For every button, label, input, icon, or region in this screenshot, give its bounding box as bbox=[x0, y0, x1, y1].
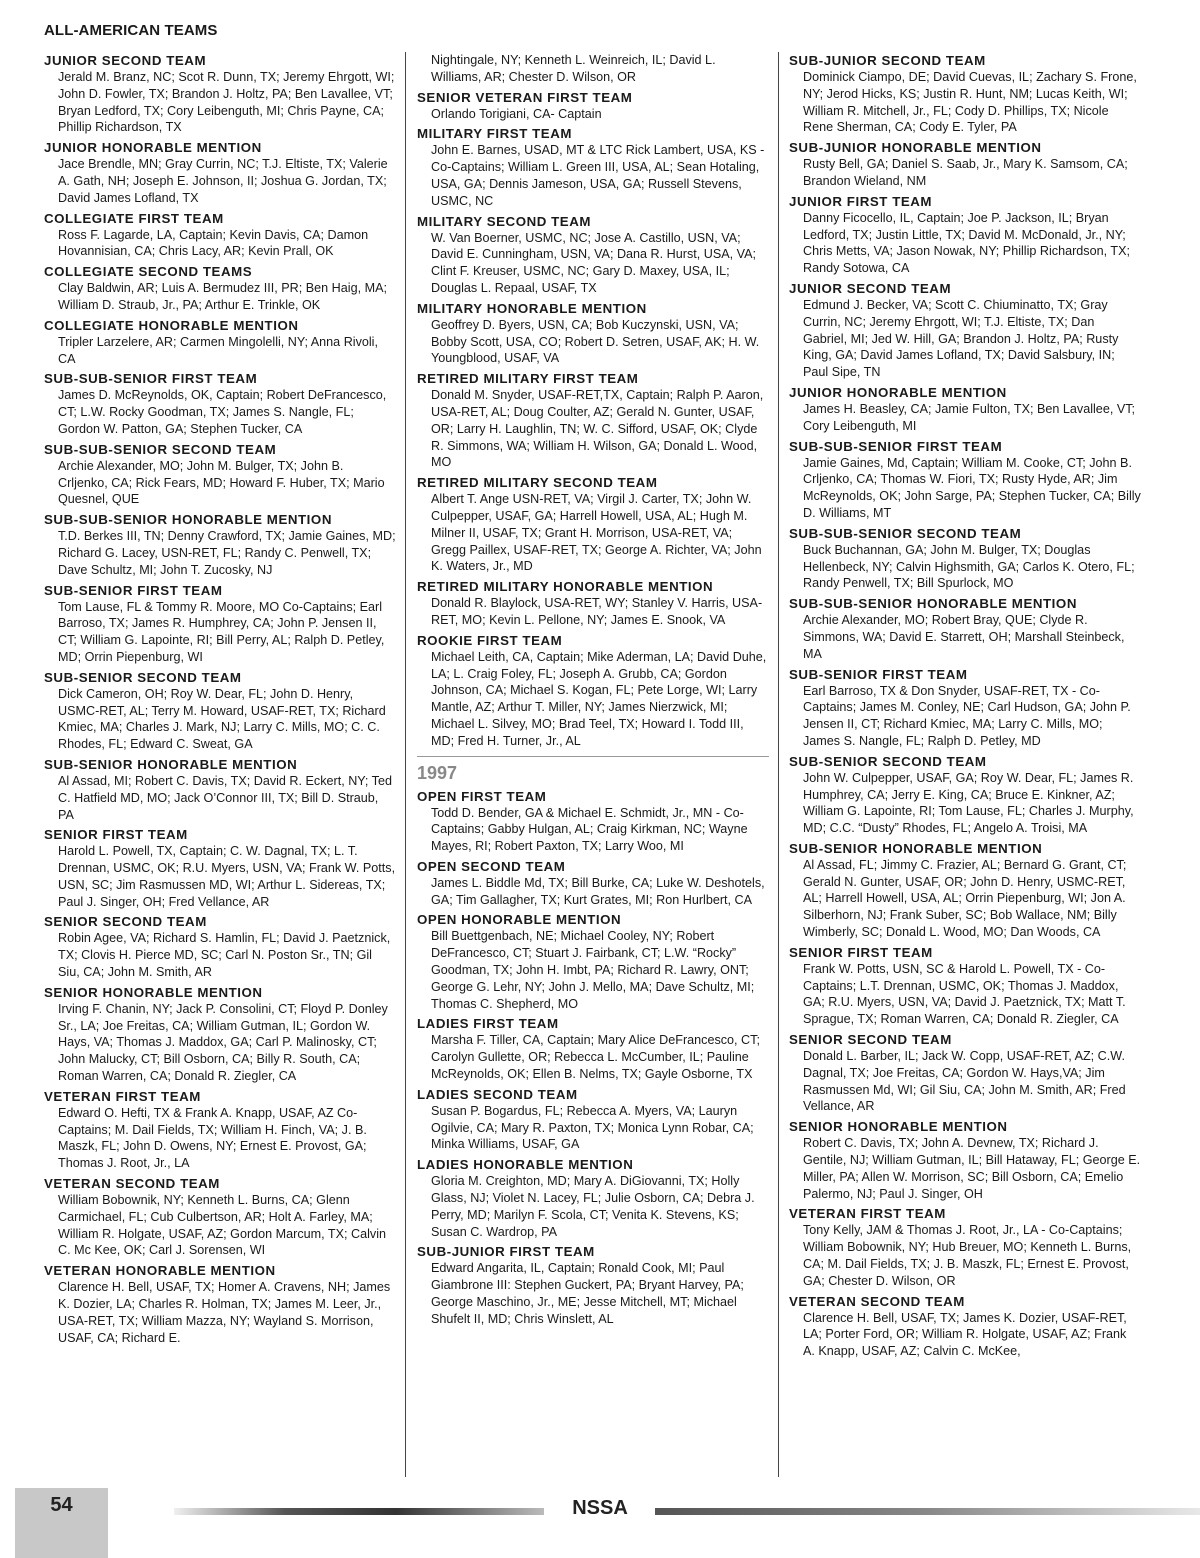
team-heading: MILITARY HONORABLE MENTION bbox=[417, 300, 647, 316]
team-section bbox=[44, 984, 396, 1085]
team-members: Al Assad, MI; Robert C. Davis, TX; David R. Eckert, NY; Ted C. Hatfield MD, MO; Jack O’Connor III, TX; Bill D. Straub, PA bbox=[58, 773, 392, 822]
team-members: Gloria M. Creighton, MD; Mary A. DiGiovanni, TX; Holly Glass, NJ; Violet N. Lacey, FL; Julie Osborn, CA; Debra J. Perry, MD; Marilyn F. Scola, CT; Venita K. Stevens, KS; Susan C. Wardrop, PA bbox=[431, 1174, 755, 1239]
brand-label: NSSA bbox=[572, 1497, 628, 1519]
team-heading: JUNIOR SECOND TEAM bbox=[789, 280, 952, 296]
team-heading: VETERAN FIRST TEAM bbox=[789, 1206, 946, 1222]
team-members: Irving F. Chanin, NY; Jack P. Consolini, CT; Floyd P. Donley Sr., LA; Joe Freitas, CA; William Gutman, IL; Gordon W. Hays, VA; Thomas J. Maddox, GA; Carl P. Malinosky, CT; John Malucky, CT; Bill Osborn, CA; Billy R. South, CA; Roman Warren, CA; Donald R. Ziegler, CA bbox=[58, 1001, 388, 1084]
page-number: 54 bbox=[50, 1494, 73, 1516]
team-heading: OPEN SECOND TEAM bbox=[417, 858, 566, 874]
team-section bbox=[44, 1175, 396, 1259]
team-section bbox=[44, 263, 396, 314]
team-heading: SENIOR VETERAN FIRST TEAM bbox=[417, 89, 633, 105]
team-section bbox=[44, 582, 396, 666]
team-members: Marsha F. Tiller, CA, Captain; Mary Alice DeFrancesco, CT; Carolyn Gullette, OR; Rebecca L. McCumber, IL; Pauline McReynolds, OK; Ellen B. Nelms, TX; Gayle Osborne, TX bbox=[431, 1033, 760, 1082]
team-heading: SUB-SENIOR HONORABLE MENTION bbox=[44, 756, 298, 772]
team-members: Danny Ficocello, IL, Captain; Joe P. Jackson, IL; Bryan Ledford, TX; Justin Little, TX; David M. McDonald, Jr., NY; Chris Metts, VA; Jason Nowak, NY; Phillip Richardson, TX; Randy Sotowa, CA bbox=[803, 210, 1130, 276]
team-section bbox=[417, 1243, 769, 1327]
team-section bbox=[789, 139, 1141, 190]
team-heading: LADIES FIRST TEAM bbox=[417, 1016, 559, 1032]
team-heading: JUNIOR HONORABLE MENTION bbox=[789, 384, 1007, 400]
team-heading: OPEN FIRST TEAM bbox=[417, 788, 547, 804]
team-members: Tony Kelly, JAM & Thomas J. Root, Jr., LA - Co-Captains; William Bobownik, NY; Hub Breuer, MO; Kenneth L. Burns, CA; M. Dail Fields, TX; J. B. Maszk, FL; Ernest E. Provost, GA; Chester D. Wilson, OR bbox=[803, 1223, 1132, 1288]
year-heading: 1997 bbox=[417, 762, 458, 783]
team-section bbox=[44, 441, 396, 508]
column-2-bottom bbox=[417, 788, 769, 1328]
year-block bbox=[417, 756, 769, 784]
team-members: Susan P. Bogardus, FL; Rebecca A. Myers, VA; Lauryn Ogilvie, CA; Mary R. Paxton, TX; Monica Lynn Robar, CA; Minka Williams, USAF, GA bbox=[431, 1103, 754, 1152]
team-heading: SENIOR HONORABLE MENTION bbox=[789, 1119, 1008, 1135]
column-1 bbox=[44, 52, 396, 1478]
team-members: Jerald M. Branz, NC; Scot R. Dunn, TX; Jeremy Ehrgott, WI; John D. Fowler, TX; Brandon J. Holtz, PA; Ben Lavallee, VT; Bryan Ledford, TX; Cory Leibenguth, MI; Chris Payne, CA; Phillip Richardson, TX bbox=[58, 70, 395, 135]
team-section bbox=[789, 438, 1141, 522]
team-heading: COLLEGIATE FIRST TEAM bbox=[44, 210, 224, 226]
team-heading: SUB-SUB-SENIOR FIRST TEAM bbox=[789, 438, 1003, 454]
team-section bbox=[44, 1088, 396, 1172]
team-section bbox=[417, 89, 769, 123]
team-members: T.D. Berkes III, TN; Denny Crawford, TX; Jamie Gaines, MD; Richard G. Lacey, USN-RET, FL; Randy C. Penwell, TX; Dave Schultz, MI; John T. Zucosky, NJ bbox=[58, 529, 396, 577]
team-section bbox=[789, 753, 1141, 837]
team-section bbox=[417, 474, 769, 575]
team-heading: JUNIOR FIRST TEAM bbox=[789, 193, 933, 209]
column-2 bbox=[417, 52, 769, 1478]
column-divider bbox=[778, 52, 779, 1477]
team-section bbox=[789, 52, 1141, 136]
team-heading: SENIOR HONORABLE MENTION bbox=[44, 984, 263, 1000]
team-members: Robert C. Davis, TX; John A. Devnew, TX; Richard J. Gentile, NJ; William Gutman, IL; Bill Hataway, FL; George E. Miller, PA; Allen W. Morrison, SC; Bill Osborn, CA; Emelio Palermo, NJ; Paul J. Singer, OH bbox=[803, 1136, 1141, 1201]
team-members: Ross F. Lagarde, LA, Captain; Kevin Davis, CA; Damon Hovannisian, CA; Chris Lacy, AR; Kevin Prall, OK bbox=[58, 227, 369, 259]
team-members: W. Van Boerner, USMC, NC; Jose A. Castillo, USN, VA; David E. Cunningham, USN, VA; Dana R. Hurst, USA, VA; Clint F. Kreuser, USMC, NC; Gary D. Maxey, USA, IL; Douglas L. Repaal, USAF, TX bbox=[431, 230, 756, 295]
team-members: Donald M. Snyder, USAF-RET,TX, Captain; Ralph P. Aaron, USA-RET, AL; Doug Coulter, AZ; Gerald N. Gunter, USAF, OR; Larry H. Laughlin, TN; W. C. Sifford, USAF, OK; Clyde R. Simmons, WA; William H. Wilson, GA; Donald L. Wood, MO bbox=[431, 388, 764, 470]
team-heading: RETIRED MILITARY HONORABLE MENTION bbox=[417, 579, 714, 595]
team-section bbox=[789, 595, 1141, 662]
team-section bbox=[417, 578, 769, 629]
team-members: Orlando Torigiani, CA- Captain bbox=[431, 106, 602, 121]
team-members: Jace Brendle, MN; Gray Currin, NC; T.J. Eltiste, TX; Valerie A. Gath, NH; Joseph E. Johnson, II; Joshua G. Jordan, TX; David James Lofland, TX bbox=[58, 157, 388, 205]
team-section bbox=[417, 1086, 769, 1153]
team-members: Archie Alexander, MO; John M. Bulger, TX; John B. Crljenko, CA; Rick Fears, MD; Howard F. Huber, TX; Mario Quesnel, QUE bbox=[58, 458, 385, 507]
team-members: Harold L. Powell, TX, Captain; C. W. Dagnal, TX; L. T. Drennan, USMC, OK; R.U. Myers, USN, VA; Frank W. Potts, USN, SC; Jim Rasmussen MD, WI; Arthur L. Sidereas, TX; Paul J. Singer, OH; Fred Vellance, AR bbox=[58, 844, 396, 909]
footer-rule-right bbox=[655, 1508, 1200, 1515]
team-heading: OPEN HONORABLE MENTION bbox=[417, 912, 622, 928]
team-heading: COLLEGIATE HONORABLE MENTION bbox=[44, 317, 299, 333]
team-members: John E. Barnes, USAD, MT & LTC Rick Lambert, USA, KS - Co-Captains; William L. Green III, USA, AL; Sean Hotaling, USA, GA; Dennis Jameson, USA, GA; Russell Stevens, USMC, NC bbox=[431, 143, 765, 208]
team-heading: JUNIOR SECOND TEAM bbox=[44, 53, 207, 68]
team-section bbox=[44, 370, 396, 437]
team-section bbox=[44, 52, 396, 136]
team-members: Al Assad, FL; Jimmy C. Frazier, AL; Bernard G. Grant, CT; Gerald N. Gunter, USAF, OR; John D. Henry, USMC-RET, AL; Harrell Howell, USA, AL; Orrin Piepenburg, WI; Jon A. Silberhorn, NJ; Frank Suber, SC; Bob Wallace, NM; Billy Wimberly, SC; Donald L. Wood, MO; Dan Woods, CA bbox=[803, 857, 1127, 940]
team-section bbox=[789, 1118, 1141, 1202]
team-heading: ROOKIE FIRST TEAM bbox=[417, 632, 563, 648]
team-section bbox=[789, 666, 1141, 750]
team-section bbox=[789, 1293, 1141, 1360]
team-section bbox=[789, 525, 1141, 592]
team-heading: SUB-SENIOR HONORABLE MENTION bbox=[789, 840, 1043, 856]
team-section bbox=[44, 669, 396, 753]
team-section bbox=[789, 384, 1141, 435]
column-2-top bbox=[417, 52, 769, 750]
team-members: Bill Buettgenbach, NE; Michael Cooley, NY; Robert DeFrancesco, CT; Stuart J. Fairbank, CT; L.W. “Rocky” Goodman, TX; John H. Imbt, PA; Richard R. Lawry, ONT; George G. Lehr, NY; John J. Mello, MA; Dave Schultz, MI; Thomas C. Shepherd, MO bbox=[431, 929, 755, 1011]
team-heading: SUB-JUNIOR FIRST TEAM bbox=[417, 1244, 595, 1260]
team-section bbox=[44, 1262, 396, 1346]
team-section bbox=[417, 632, 769, 750]
team-heading: SUB-SUB-SENIOR HONORABLE MENTION bbox=[44, 512, 332, 528]
team-members: Tom Lause, FL & Tommy R. Moore, MO Co-Captains; Earl Barroso, TX; James R. Humphrey, CA; John P. Jensen II, CT; William G. Lapointe, RI; Bill Perry, AL; Ralph D. Petley, MD; Orrin Piepenburg, WI bbox=[58, 599, 385, 664]
team-heading: MILITARY SECOND TEAM bbox=[417, 213, 592, 229]
team-section bbox=[44, 317, 396, 368]
team-members: Earl Barroso, TX & Don Snyder, USAF-RET, TX - Co-Captains; James M. Conley, NE; Carl Hudson, GA; John P. Jensen II, CT; Richard Kmiec, MA; Larry C. Mills, MO; James S. Nangle, FL; Ralph D. Petley, MD bbox=[803, 683, 1131, 748]
team-members: Rusty Bell, GA; Daniel S. Saab, Jr., Mary K. Samsom, CA; Brandon Wieland, NM bbox=[803, 157, 1128, 188]
team-section bbox=[417, 788, 769, 855]
team-heading: COLLEGIATE SECOND TEAMS bbox=[44, 264, 253, 280]
column-divider bbox=[405, 52, 406, 1477]
team-members: Donald L. Barber, IL; Jack W. Copp, USAF-RET, AZ; C.W. Dagnal, TX; Joe Freitas, CA; Gordon W. Hays,VA; Jim Rasmussen Md, WI; Gil Siu, CA; John M. Smith, AR; Fred Vellance, AR bbox=[803, 1049, 1126, 1114]
team-heading: SUB-JUNIOR SECOND TEAM bbox=[789, 53, 986, 68]
team-heading: RETIRED MILITARY SECOND TEAM bbox=[417, 475, 658, 491]
team-heading: SUB-SUB-SENIOR SECOND TEAM bbox=[44, 441, 277, 457]
team-section bbox=[417, 52, 769, 86]
team-heading: SUB-SENIOR SECOND TEAM bbox=[44, 669, 242, 685]
team-members: Buck Buchannan, GA; John M. Bulger, TX; Douglas Hellenbeck, NY; Calvin Highsmith, GA; Carlos K. Otero, FL; Randy Penwell, TX; Bill Spurlock, MO bbox=[803, 542, 1135, 591]
page-number-box bbox=[15, 1488, 108, 1558]
team-heading: SENIOR SECOND TEAM bbox=[789, 1032, 952, 1048]
team-section bbox=[789, 1031, 1141, 1115]
team-members: James H. Beasley, CA; Jamie Fulton, TX; Ben Lavallee, VT; Cory Leibenguth, MI bbox=[803, 401, 1136, 433]
team-members: Frank W. Potts, USN, SC & Harold L. Powell, TX - Co-Captains; L.T. Drennan, USMC, OK; Thomas J. Maddox, GA; R.U. Myers, USN, VA; David J. Paetznick, TX; Matt T. Sprague, TX; Roman Warren, CA; Donald R. Ziegler, CA bbox=[803, 961, 1126, 1027]
footer-rule-left bbox=[174, 1508, 544, 1515]
team-heading: SUB-SENIOR FIRST TEAM bbox=[44, 582, 223, 598]
team-heading: VETERAN FIRST TEAM bbox=[44, 1088, 201, 1104]
team-members: Michael Leith, CA, Captain; Mike Aderman, LA; David Duhe, LA; L. Craig Foley, FL; Joseph A. Grubb, CA; Gordon Johnson, CA; Michael S. Kogan, FL; Pete Lorge, WI; Larry Mantle, AZ; Arthur T. Miller, NY; James Nierzwick, MI; Michael L. Silvey, MO; Brad Teel, TX; Howard I. Todd III, MD; Fred H. Turner, Jr., AL bbox=[431, 649, 767, 748]
team-section bbox=[44, 756, 396, 823]
page-title: ALL-AMERICAN TEAMS bbox=[44, 22, 218, 39]
team-heading: LADIES SECOND TEAM bbox=[417, 1086, 578, 1102]
team-members: Dick Cameron, OH; Roy W. Dear, FL; John D. Henry, USMC-RET, AL; Terry M. Howard, USAF-RET, TX; Richard Kmiec, MA; Charles J. Mark, NJ; Larry C. Mills, MO; C. C. Rhodes, FL; Edward C. Sweat, GA bbox=[58, 686, 386, 752]
team-members: Albert T. Ange USN-RET, VA; Virgil J. Carter, TX; John W. Culpepper, USAF, GA; Harrell Howell, USA, AL; Hugh M. Milner II, USAF, TX; Grant H. Morrison, USA-RET, VA; Gregg Paillex, USAF-RET, TX; George A. Richter, VA; John K. Waters, Jr., MD bbox=[431, 492, 762, 574]
team-members: Clarence H. Bell, USAF, TX; James K. Dozier, USAF-RET, LA; Porter Ford, OR; William R. Holgate, USAF, AZ; Frank A. Knapp, USAF, AZ; Calvin C. McKee, bbox=[803, 1310, 1127, 1359]
team-heading: SUB-SENIOR FIRST TEAM bbox=[789, 666, 968, 682]
team-members: Edward O. Hefti, TX & Frank A. Knapp, USAF, AZ Co-Captains; M. Dail Fields, TX; William H. Finch, VA; J. B. Maszk, FL; John D. Owens, NY; Ernest E. Provost, GA; Thomas J. Root, Jr., LA bbox=[58, 1105, 367, 1171]
team-section bbox=[789, 193, 1141, 277]
team-members: Clay Baldwin, AR; Luis A. Bermudez III, PR; Ben Haig, MA; William D. Straub, Jr., PA; Arthur E. Trinkle, OK bbox=[58, 281, 387, 312]
team-section bbox=[44, 210, 396, 261]
team-heading: RETIRED MILITARY FIRST TEAM bbox=[417, 371, 639, 387]
team-members: John W. Culpepper, USAF, GA; Roy W. Dear, FL; James R. Humphrey, CA; Jerry E. King, CA; Bruce E. Kinkner, AZ; William G. Lapointe, RI; Tom Lause, FL; Charles J. Murphy, MD; C.C. “Dusty” Rhodes, FL; Angelo A. Troisi, MA bbox=[803, 770, 1134, 836]
team-heading: MILITARY FIRST TEAM bbox=[417, 126, 572, 142]
team-heading: SENIOR FIRST TEAM bbox=[44, 827, 188, 843]
team-heading: SENIOR SECOND TEAM bbox=[44, 914, 207, 930]
team-heading: SUB-SENIOR SECOND TEAM bbox=[789, 753, 987, 769]
team-section bbox=[417, 213, 769, 297]
team-members: Clarence H. Bell, USAF, TX; Homer A. Cravens, NH; James K. Dozier, LA; Charles R. Holman, TX; James M. Leer, Jr., USA-RET, TX; William Mazza, NY; Wayland S. Morrison, USAF, CA; Richard E. bbox=[58, 1280, 391, 1345]
team-members: Nightingale, NY; Kenneth L. Weinreich, IL; David L. Williams, AR; Chester D. Wilson, OR bbox=[431, 53, 716, 84]
team-section bbox=[789, 1205, 1141, 1289]
team-heading: SUB-JUNIOR HONORABLE MENTION bbox=[789, 140, 1042, 156]
team-members: Todd D. Bender, GA & Michael E. Schmidt, Jr., MN - Co-Captains; Gabby Hulgan, AL; Craig Kirkman, NC; Wayne Mayes, RI; Robert Paxton, TX; Larry Woo, MI bbox=[431, 805, 748, 854]
team-heading: SUB-SUB-SENIOR SECOND TEAM bbox=[789, 525, 1022, 541]
team-members: Jamie Gaines, Md, Captain; William M. Cooke, CT; John B. Crljenko, CA; Thomas W. Fiori, TX; Rusty Hyde, AR; Jim McReynolds, OK; John Sarge, PA; Stephen Tucker, CA; Billy D. Williams, MT bbox=[803, 455, 1141, 520]
team-heading: LADIES HONORABLE MENTION bbox=[417, 1157, 634, 1173]
team-heading: VETERAN HONORABLE MENTION bbox=[44, 1263, 276, 1279]
team-members: Robin Agee, VA; Richard S. Hamlin, FL; David J. Paetznick, TX; Clovis H. Pierce MD, SC; Carl N. Poston Sr., TN; Gil Siu, CA; John M. Smith, AR bbox=[58, 931, 391, 980]
team-section bbox=[789, 280, 1141, 381]
team-section bbox=[44, 511, 396, 578]
team-section bbox=[417, 300, 769, 367]
team-members: James L. Biddle Md, TX; Bill Burke, CA; Luke W. Deshotels, GA; Tim Gallagher, TX; Kurt Grates, MI; Ron Hurlbert, CA bbox=[431, 875, 765, 907]
team-section bbox=[44, 826, 396, 910]
team-members: Dominick Ciampo, DE; David Cuevas, IL; Zachary S. Frone, NY; Jerod Hicks, KS; Justin R. Hunt, NM; Lucas Keith, WI; William R. Mitchell, Jr., FL; Cody D. Phillips, TX; Nicole Rene Sherman, CA; Cody E. Tyler, PA bbox=[803, 70, 1137, 135]
team-section bbox=[44, 913, 396, 980]
team-section bbox=[417, 370, 769, 471]
team-heading: SUB-SUB-SENIOR HONORABLE MENTION bbox=[789, 596, 1077, 612]
column-3 bbox=[789, 52, 1141, 1478]
team-section bbox=[417, 1156, 769, 1240]
team-members: Tripler Larzelere, AR; Carmen Mingolelli, NY; Anna Rivoli, CA bbox=[58, 334, 378, 366]
team-section bbox=[417, 1015, 769, 1082]
team-members: Geoffrey D. Byers, USN, CA; Bob Kuczynski, USN, VA; Bobby Scott, USA, CO; Robert D. Setren, USAF, AK; H. W. Youngblood, USAF, VA bbox=[431, 317, 760, 366]
team-section bbox=[44, 139, 396, 206]
team-heading: SUB-SUB-SENIOR FIRST TEAM bbox=[44, 371, 258, 387]
team-members: Edmund J. Becker, VA; Scott C. Chiuminatto, TX; Gray Currin, NC; Jeremy Ehrgott, WI; T.J. Eltiste, TX; Dan Gabriel, MI; Jed W. Hill, GA; Brandon J. Holtz, PA; Rusty King, GA; David James Lofland, TX; David Salsbury, IN; Paul Sipe, TN bbox=[803, 297, 1119, 380]
team-heading: SENIOR FIRST TEAM bbox=[789, 944, 933, 960]
team-section bbox=[417, 858, 769, 909]
team-section bbox=[789, 944, 1141, 1028]
team-section bbox=[789, 840, 1141, 941]
team-members: James D. McReynolds, OK, Captain; Robert DeFrancesco, CT; L.W. Rocky Goodman, TX; James S. Nangle, FL; Gordon W. Patton, GA; Stephen Tucker, CA bbox=[58, 388, 387, 436]
team-section bbox=[417, 125, 769, 209]
team-heading: VETERAN SECOND TEAM bbox=[789, 1293, 965, 1309]
team-members: Edward Angarita, IL, Captain; Ronald Cook, MI; Paul Giambrone III: Stephen Guckert, PA; Bryant Harvey, PA; George Maschino, Jr., ME; Jesse Mitchell, MT; Michael Shufelt II, MD; Chris Winslett, AL bbox=[431, 1261, 744, 1326]
team-section bbox=[417, 911, 769, 1012]
team-heading: JUNIOR HONORABLE MENTION bbox=[44, 140, 262, 156]
team-members: Archie Alexander, MO; Robert Bray, QUE; Clyde R. Simmons, WA; David E. Starrett, OH; Marshall Steinbeck, MA bbox=[803, 613, 1125, 661]
team-heading: VETERAN SECOND TEAM bbox=[44, 1176, 220, 1192]
team-members: William Bobownik, NY; Kenneth L. Burns, CA; Glenn Carmichael, FL; Cub Culbertson, AR; Holt A. Farley, MA; William R. Holgate, USAF, AZ; Gordon Marcum, TX; Calvin C. Mc Kee, OK; Carl J. Sorensen, WI bbox=[58, 1193, 386, 1258]
team-members: Donald R. Blaylock, USA-RET, WY; Stanley V. Harris, USA-RET, MO; Kevin L. Pellone, NY; James E. Snook, VA bbox=[431, 596, 763, 627]
